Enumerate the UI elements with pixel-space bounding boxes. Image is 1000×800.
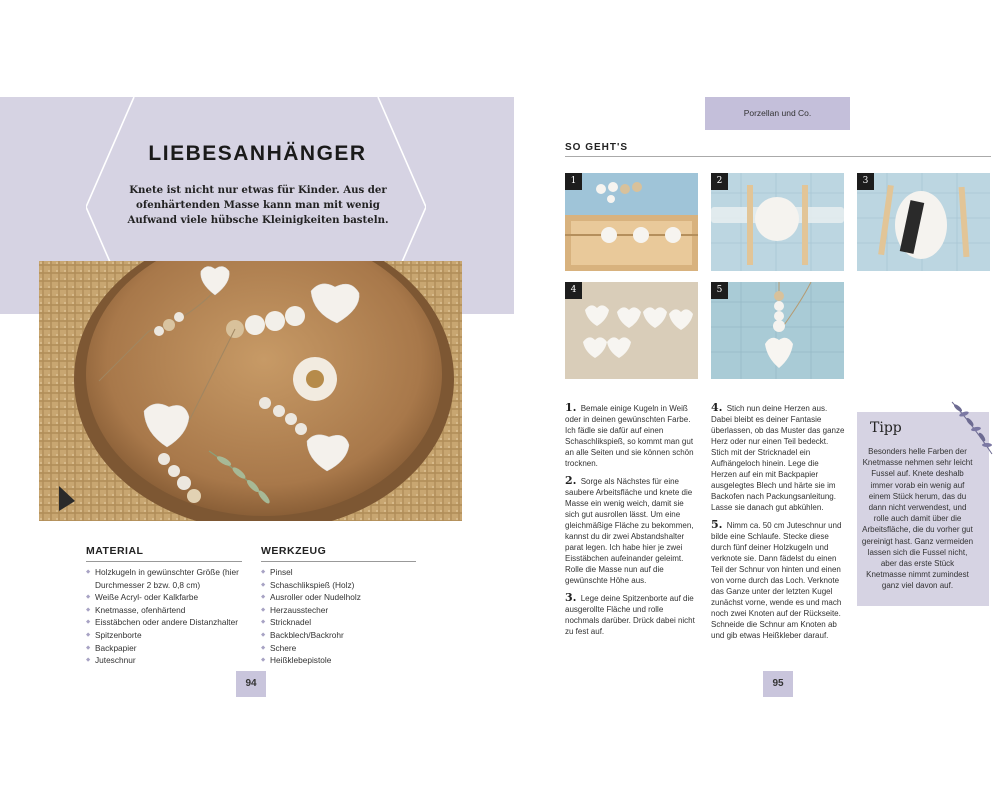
step-2-photo [711, 173, 844, 271]
step-text: Bemale einige Kugeln in Weiß oder in deinen gewünschten Farbe. Ich fädle sie dafür auf einen Schaschlikspieß, so kommt man gut an alle Seiten und sie können schön trocknen. [565, 404, 694, 468]
material-item: ◆ Knetmasse, ofenhärtend [86, 604, 246, 617]
material-heading: MATERIAL [86, 545, 242, 562]
step-3-photo [857, 173, 990, 271]
step-paragraph [565, 475, 699, 586]
material-item: ◆ Eisstäbchen oder andere Distanzhalter [86, 616, 246, 629]
step-5-photo [711, 282, 844, 379]
page-title: LIEBESANHÄNGER [148, 142, 367, 165]
step-image-5 [711, 282, 844, 379]
page-number-left: 94 [236, 671, 266, 697]
step-badge-3: 3 [857, 173, 874, 190]
step-1-photo [565, 173, 698, 271]
werkzeug-list [261, 566, 411, 667]
werkzeug-item: ◆ Schaschlikspieß (Holz) [261, 579, 411, 592]
steps-column-2 [711, 402, 845, 647]
step-text: Stich nun deine Herzen aus. Dabei bleibt es deiner Fantasie überlassen, ob das Muster das ganze Herz oder nur einen Teil bedeckt. Stich mit der Stricknadel ein Aufhängeloch hinein. Lege die Herzen auf ein mit Backpapier ausgelegtes Blech und härte sie im Backofen nach Packungsanleitung. Lasse sie danach gut abkühlen. [711, 404, 845, 512]
steps-column-1 [565, 402, 699, 643]
step-number: 5. [711, 518, 723, 531]
step-badge-5: 5 [711, 282, 728, 299]
werkzeug-item: ◆ Schere [261, 642, 411, 655]
step-image-1 [565, 173, 698, 271]
material-item: ◆ Juteschnur [86, 654, 246, 667]
werkzeug-item: ◆ Heißklebepistole [261, 654, 411, 667]
main-photo [39, 261, 462, 521]
step-number: 2. [565, 474, 577, 487]
step-paragraph [565, 402, 699, 469]
material-item: ◆ Spitzenborte [86, 629, 246, 642]
chapter-tab: Porzellan und Co. [705, 97, 850, 130]
tip-text: Besonders helle Farben der Knetmasse nehmen sehr leicht Fussel auf. Knete deshalb immer vorab ein wenig auf einem Stück herum, das du dann nicht verwendest, und rolle auch damit über die Arbeitsfläche, die du vorher gut gereinigt hast. Ganz vermeiden lassen sich die Fussel nicht, aber das erste Stück Knetmasse nimmt zumindest ganz viel davon auf. [861, 447, 974, 591]
werkzeug-item: ◆ Pinsel [261, 566, 411, 579]
material-item: ◆ Weiße Acryl- oder Kalkfarbe [86, 591, 246, 604]
page-number-right: 95 [763, 671, 793, 697]
material-item: ◆ Holzkugeln in gewünschter Größe (hier Durchmesser 2 bzw. 0,8 cm) [86, 566, 246, 591]
werkzeug-item: ◆ Herzausstecher [261, 604, 411, 617]
werkzeug-item: ◆ Backblech/Backrohr [261, 629, 411, 642]
step-text: Sorge als Nächstes für eine saubere Arbeitsfläche und knete die Masse ein wenig weich, damit sie sich gut ausrollen lässt. Um eine gleichmäßige Fläche zu bekommen, kannst du dir zwei Abstandshalter parat legen. Ich habe hier je zwei Eisstäbchen aufeinander geleimt. Rolle die Masse nun auf die gewünschte Höhe aus. [565, 477, 694, 585]
step-number: 3. [565, 591, 577, 604]
werkzeug-item: ◆ Ausroller oder Nudelholz [261, 591, 411, 604]
step-badge-4: 4 [565, 282, 582, 299]
werkzeug-heading: WERKZEUG [261, 545, 416, 562]
step-badge-2: 2 [711, 173, 728, 190]
step-text: Lege deine Spitzenborte auf die ausgerollte Fläche und rolle nochmals darüber. Drück dabei nicht zu fest auf. [565, 594, 695, 636]
section-heading: SO GEHT'S [565, 142, 991, 157]
material-list [86, 566, 246, 667]
intro-text: Knete ist nicht nur etwas für Kinder. Aus der ofenhärtenden Masse kann man mit wenig Aufwand viele hübsche Kleinigkeiten basteln. [127, 184, 389, 226]
werkzeug-item: ◆ Stricknadel [261, 616, 411, 629]
step-badge-1: 1 [565, 173, 582, 190]
step-paragraph [565, 592, 699, 637]
tip-title: Tipp [870, 420, 902, 436]
step-text: Nimm ca. 50 cm Juteschnur und bilde eine Schlaufe. Stecke diese durch fünf deiner Holzkugeln und verknote sie. Dann fädelst du einen Teil der Schnur von hinten und einen von vorne durch das Loch. Verknote das Ganze unter der letzten Kugel zunächst vorne, wende es und mach noch zwei Knoten auf der Rückseite. Schneide die Schnur am Knoten ab und gib etwas Heißkleber darauf. [711, 521, 842, 640]
step-image-3 [857, 173, 990, 271]
step-paragraph [711, 402, 845, 513]
step-4-photo [565, 282, 698, 379]
step-image-2 [711, 173, 844, 271]
step-image-4 [565, 282, 698, 379]
step-number: 1. [565, 401, 577, 414]
step-number: 4. [711, 401, 723, 414]
material-item: ◆ Backpapier [86, 642, 246, 655]
step-paragraph [711, 519, 845, 641]
